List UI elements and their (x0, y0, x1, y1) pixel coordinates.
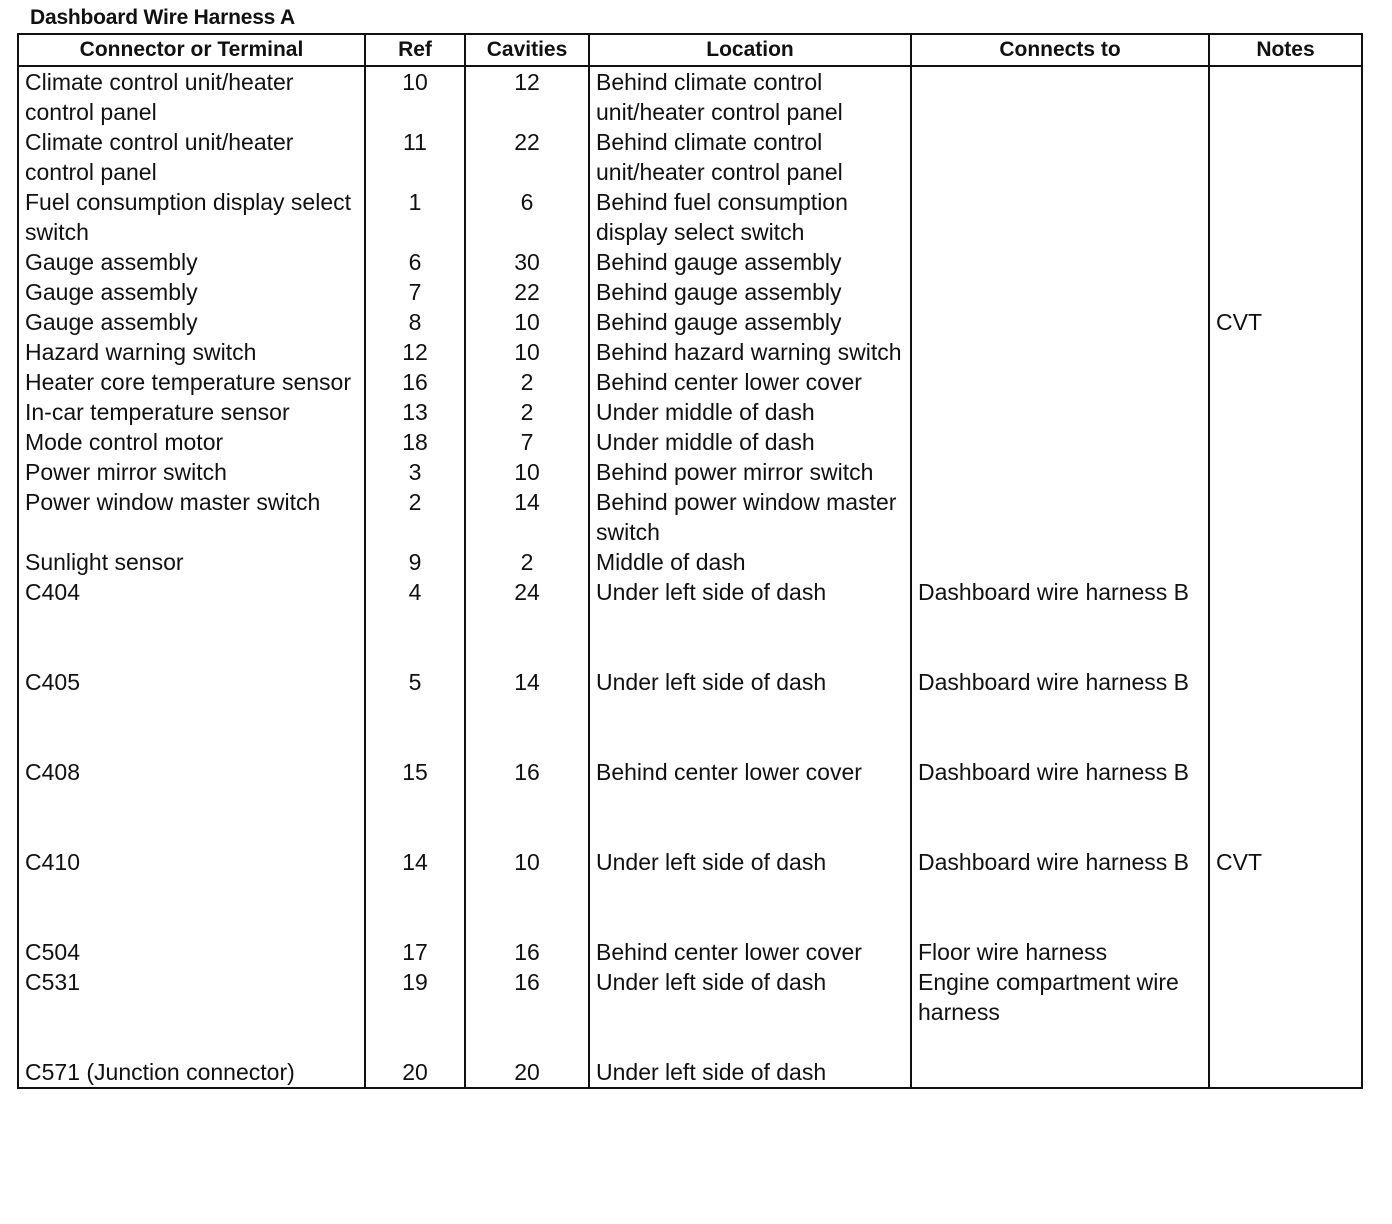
cell-location: Under left side of dash (589, 667, 911, 757)
table-header (18, 34, 1362, 66)
cell-connects-to (911, 247, 1209, 277)
cell-notes (1209, 1057, 1362, 1088)
table-row (18, 307, 1362, 337)
cell-ref: 5 (365, 667, 465, 757)
cell-cavities: 14 (465, 667, 589, 757)
cell-connector: C404 (18, 577, 365, 667)
cell-notes (1209, 547, 1362, 577)
cell-location: Behind center lower cover (589, 757, 911, 847)
cell-location: Under middle of dash (589, 397, 911, 427)
cell-connector: Heater core temperature sensor (18, 367, 365, 397)
cell-ref: 9 (365, 547, 465, 577)
cell-connects-to (911, 367, 1209, 397)
cell-notes (1209, 457, 1362, 487)
cell-ref: 18 (365, 427, 465, 457)
table-row (18, 547, 1362, 577)
cell-connector: Gauge assembly (18, 247, 365, 277)
cell-connector: Power window master switch (18, 487, 365, 547)
cell-notes (1209, 577, 1362, 667)
cell-location: Under left side of dash (589, 967, 911, 1057)
cell-ref: 16 (365, 367, 465, 397)
cell-notes (1209, 967, 1362, 1057)
cell-cavities: 16 (465, 937, 589, 967)
cell-ref: 10 (365, 66, 465, 127)
cell-cavities: 16 (465, 967, 589, 1057)
cell-cavities: 14 (465, 487, 589, 547)
cell-notes (1209, 757, 1362, 847)
cell-connector: Climate control unit/heater control panel (18, 66, 365, 127)
cell-notes (1209, 247, 1362, 277)
cell-connects-to (911, 487, 1209, 547)
header-notes: Notes (1209, 34, 1362, 66)
table-row (18, 187, 1362, 247)
cell-connects-to (911, 397, 1209, 427)
cell-cavities: 22 (465, 127, 589, 187)
cell-notes (1209, 127, 1362, 187)
cell-connector: Hazard warning switch (18, 337, 365, 367)
table-row (18, 457, 1362, 487)
cell-location: Behind power window master switch (589, 487, 911, 547)
header-location: Location (589, 34, 911, 66)
cell-connects-to (911, 307, 1209, 337)
cell-connects-to (911, 457, 1209, 487)
cell-location: Behind climate control unit/heater control panel (589, 66, 911, 127)
cell-location: Middle of dash (589, 547, 911, 577)
cell-cavities: 24 (465, 577, 589, 667)
cell-cavities: 30 (465, 247, 589, 277)
header-connects-to: Connects to (911, 34, 1209, 66)
cell-cavities: 2 (465, 397, 589, 427)
cell-connects-to (911, 66, 1209, 127)
cell-connects-to (911, 337, 1209, 367)
table-row (18, 127, 1362, 187)
header-ref: Ref (365, 34, 465, 66)
cell-location: Behind fuel consumption display select switch (589, 187, 911, 247)
cell-cavities: 16 (465, 757, 589, 847)
cell-ref: 8 (365, 307, 465, 337)
table-row (18, 847, 1362, 937)
cell-connects-to: Dashboard wire harness B (911, 577, 1209, 667)
cell-ref: 2 (365, 487, 465, 547)
table-row (18, 1057, 1362, 1088)
cell-connects-to (911, 187, 1209, 247)
table-row (18, 337, 1362, 367)
table-row (18, 277, 1362, 307)
table-row (18, 487, 1362, 547)
cell-connector: Sunlight sensor (18, 547, 365, 577)
cell-connector: Gauge assembly (18, 307, 365, 337)
cell-connector: C410 (18, 847, 365, 937)
header-row (18, 34, 1362, 66)
cell-ref: 4 (365, 577, 465, 667)
cell-cavities: 7 (465, 427, 589, 457)
table-row (18, 247, 1362, 277)
cell-connects-to: Dashboard wire harness B (911, 847, 1209, 937)
cell-connects-to (911, 127, 1209, 187)
header-cavities: Cavities (465, 34, 589, 66)
cell-connector: In-car temperature sensor (18, 397, 365, 427)
cell-location: Behind power mirror switch (589, 457, 911, 487)
cell-location: Behind gauge assembly (589, 277, 911, 307)
cell-ref: 15 (365, 757, 465, 847)
cell-cavities: 10 (465, 337, 589, 367)
table-row (18, 937, 1362, 967)
cell-location: Under left side of dash (589, 577, 911, 667)
cell-notes (1209, 66, 1362, 127)
cell-location: Behind gauge assembly (589, 247, 911, 277)
cell-cavities: 12 (465, 66, 589, 127)
cell-connects-to: Dashboard wire harness B (911, 667, 1209, 757)
cell-notes (1209, 937, 1362, 967)
harness-table (17, 33, 1363, 1089)
cell-location: Under middle of dash (589, 427, 911, 457)
cell-connector: Gauge assembly (18, 277, 365, 307)
cell-cavities: 2 (465, 547, 589, 577)
cell-location: Under left side of dash (589, 1057, 911, 1088)
cell-ref: 6 (365, 247, 465, 277)
cell-ref: 13 (365, 397, 465, 427)
cell-connector: C504 (18, 937, 365, 967)
cell-ref: 7 (365, 277, 465, 307)
cell-location: Behind hazard warning switch (589, 337, 911, 367)
cell-location: Behind climate control unit/heater control panel (589, 127, 911, 187)
cell-connector: Climate control unit/heater control panel (18, 127, 365, 187)
cell-cavities: 20 (465, 1057, 589, 1088)
cell-connector: Power mirror switch (18, 457, 365, 487)
header-connector: Connector or Terminal (18, 34, 365, 66)
table-row (18, 397, 1362, 427)
cell-ref: 12 (365, 337, 465, 367)
cell-ref: 20 (365, 1057, 465, 1088)
cell-notes (1209, 277, 1362, 307)
table-row (18, 427, 1362, 457)
cell-ref: 19 (365, 967, 465, 1057)
cell-location: Behind center lower cover (589, 367, 911, 397)
cell-cavities: 10 (465, 457, 589, 487)
cell-ref: 17 (365, 937, 465, 967)
cell-notes: CVT (1209, 307, 1362, 337)
cell-cavities: 10 (465, 307, 589, 337)
cell-notes (1209, 487, 1362, 547)
cell-notes (1209, 397, 1362, 427)
cell-notes (1209, 427, 1362, 457)
cell-connects-to: Dashboard wire harness B (911, 757, 1209, 847)
table-row (18, 667, 1362, 757)
cell-connector: Fuel consumption display select switch (18, 187, 365, 247)
cell-connects-to (911, 277, 1209, 307)
cell-location: Behind center lower cover (589, 937, 911, 967)
cell-connects-to (911, 1057, 1209, 1088)
cell-ref: 3 (365, 457, 465, 487)
cell-notes (1209, 367, 1362, 397)
cell-location: Under left side of dash (589, 847, 911, 937)
cell-connector: C408 (18, 757, 365, 847)
table-row (18, 757, 1362, 847)
cell-ref: 1 (365, 187, 465, 247)
cell-notes (1209, 187, 1362, 247)
cell-notes (1209, 337, 1362, 367)
cell-ref: 14 (365, 847, 465, 937)
table-row (18, 66, 1362, 127)
cell-connector: C531 (18, 967, 365, 1057)
cell-connects-to: Engine compartment wire harness (911, 967, 1209, 1057)
cell-location: Behind gauge assembly (589, 307, 911, 337)
cell-ref: 11 (365, 127, 465, 187)
cell-notes: CVT (1209, 847, 1362, 937)
cell-connector: C571 (Junction connector) (18, 1057, 365, 1088)
cell-notes (1209, 667, 1362, 757)
cell-cavities: 2 (465, 367, 589, 397)
cell-connector: C405 (18, 667, 365, 757)
cell-cavities: 6 (465, 187, 589, 247)
cell-connects-to (911, 547, 1209, 577)
table-body (18, 66, 1362, 1088)
table-row (18, 367, 1362, 397)
cell-connector: Mode control motor (18, 427, 365, 457)
cell-cavities: 10 (465, 847, 589, 937)
cell-connects-to (911, 427, 1209, 457)
cell-cavities: 22 (465, 277, 589, 307)
table-row (18, 577, 1362, 667)
document-title: Dashboard Wire Harness A (30, 6, 295, 29)
cell-connects-to: Floor wire harness (911, 937, 1209, 967)
table-row (18, 967, 1362, 1057)
